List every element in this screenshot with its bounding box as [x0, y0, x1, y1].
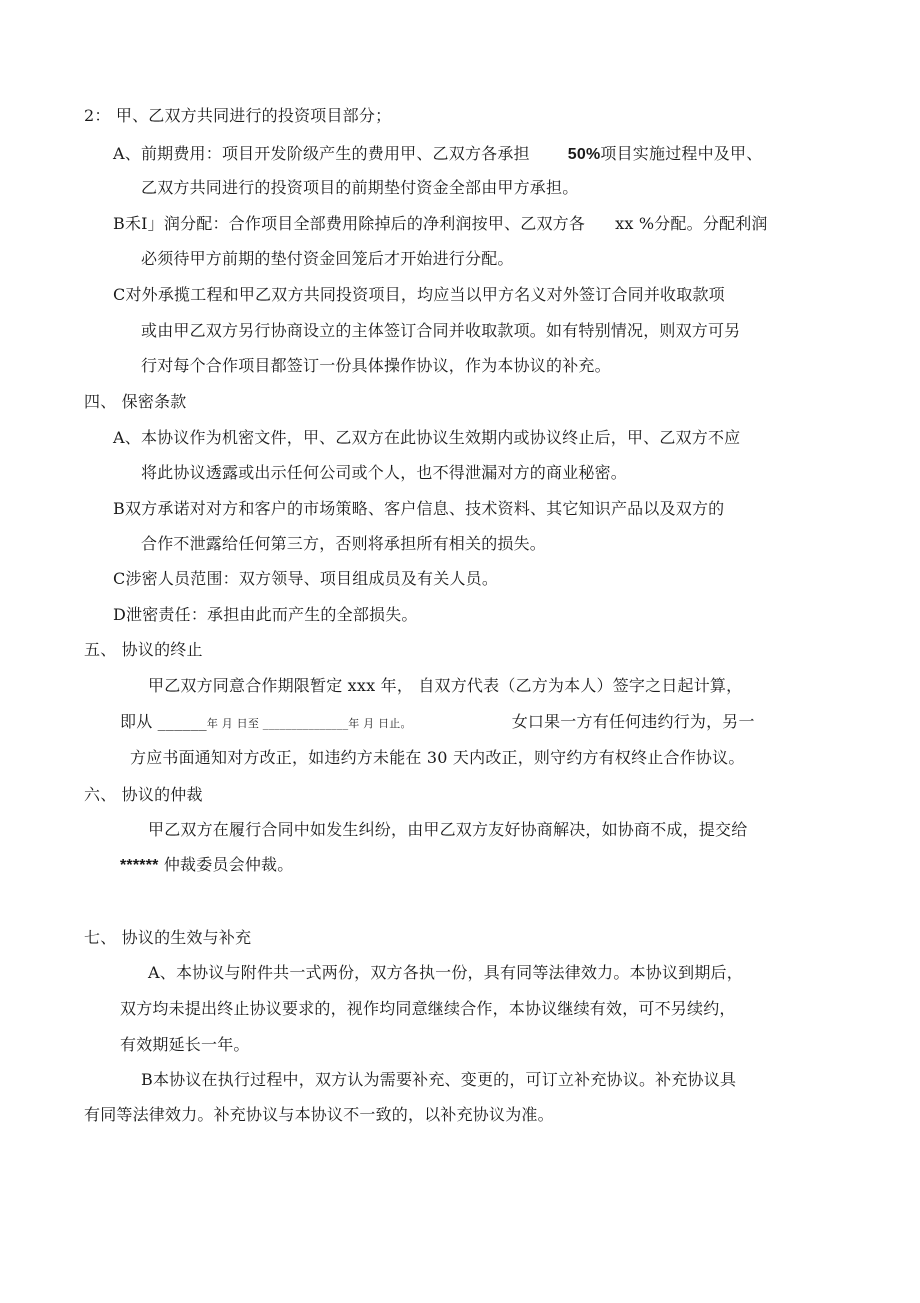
effect-a-line2: 双方均未提出终止协议要求的，视作均同意继续合作，本协议继续有效，可不另续约，	[120, 999, 736, 1018]
clause-2a-line1	[113, 143, 762, 166]
clause-2a-line2: 乙双方共同进行的投资项目的前期垫付资金全部由甲方承担。	[141, 178, 579, 197]
arbitration-committee: 仲裁委员会仲裁。	[158, 855, 294, 874]
section-heading-effect: 七、 协议的生效与补充	[84, 928, 252, 947]
clause-2b-text: B禾I」润分配：合作项目全部费用除掉后的净利润按甲、乙双方各	[113, 214, 586, 233]
termination-date-end: 年 月 日止。	[348, 717, 412, 730]
clause-2a-percent: 50%	[567, 146, 601, 163]
arbitration-line1: 甲乙双方在履行合同中如发生纠纷，由甲乙双方友好协商解决，如协商不成，提交给	[148, 820, 748, 839]
termination-breach-text: 女口果一方有任何违约行为，另一	[511, 712, 755, 731]
effect-b-line1: B本协议在执行过程中，双方认为需要补充、变更的，可订立补充协议。补充协议具	[141, 1070, 737, 1089]
clause-2a-text-suffix: 项目实施过程中及甲、	[600, 144, 763, 163]
clause-2c-line1: C对外承揽工程和甲乙双方共同投资项目，均应当以甲方名义对外签订合同并收取款项	[113, 285, 725, 304]
clause-2b-line2: 必须待甲方前期的垫付资金回笼后才开始进行分配。	[141, 249, 514, 268]
clause-4b-line2: 合作不泄露给任何第三方，否则将承担所有相关的损失。	[141, 534, 547, 553]
clause-4c-line: C涉密人员范围：双方领导、项目组成员及有关人员。	[113, 569, 499, 588]
effect-b-line2: 有同等法律效力。补充协议与本协议不一致的，以补充协议为准。	[84, 1105, 554, 1124]
clause-4a-line2: 将此协议透露或出示任何公司或个人，也不得泄漏对方的商业秘密。	[141, 463, 628, 482]
effect-a-line1: A、本协议与附件共一式两份，双方各执一份，具有同等法律效力。本协议到期后，	[148, 963, 743, 982]
section-heading-termination: 五、 协议的终止	[84, 640, 203, 659]
clause-2b-line1	[113, 213, 768, 235]
section-heading-confidentiality: 四、 保密条款	[84, 392, 187, 411]
clause-2c-line3: 行对每个合作项目都签订一份具体操作协议，作为本协议的补充。	[141, 356, 611, 375]
clause-2b-text-suffix: 分配。分配利润	[654, 214, 768, 233]
termination-line1: 甲乙双方同意合作期限暂定 xxx 年， 自双方代表（乙方为本人）签字之日起计算，	[148, 676, 743, 695]
clause-4b-line1: B双方承诺对对方和客户的市场策略、客户信息、技术资料、其它知识产品以及双方的	[113, 499, 725, 518]
clause-2b-percent: xx %	[615, 214, 655, 233]
clause-4d-line: D泄密责任：承担由此而产生的全部损失。	[113, 605, 418, 624]
clause-2a-text: A、前期费用：项目开发阶级产生的费用甲、乙双方各承担	[113, 144, 530, 163]
clause-2c-line2: 或由甲乙双方另行协商设立的主体签订合同并收取款项。如有特别情况，则双方可另	[141, 321, 741, 340]
section-heading-arbitration: 六、 协议的仲裁	[84, 785, 203, 804]
effect-a-line3: 有效期延长一年。	[120, 1035, 250, 1054]
termination-line3: 方应书面通知对方改正，如违约方未能在 30 天内改正，则守约方有权终止合作协议。	[130, 748, 745, 767]
clause-heading-2: 2： 甲、乙双方共同进行的投资项目部分；	[84, 106, 392, 125]
clause-4a-line1: A、本协议作为机密文件，甲、乙双方在此协议生效期内或协议终止后，甲、乙双方不应	[113, 428, 741, 447]
termination-date-start: 年 月 日至 _______________	[206, 717, 349, 730]
arbitration-stars: ******	[120, 857, 159, 874]
termination-from: 即从 ______	[120, 712, 207, 731]
termination-line2	[120, 711, 755, 735]
arbitration-line2	[120, 854, 293, 877]
